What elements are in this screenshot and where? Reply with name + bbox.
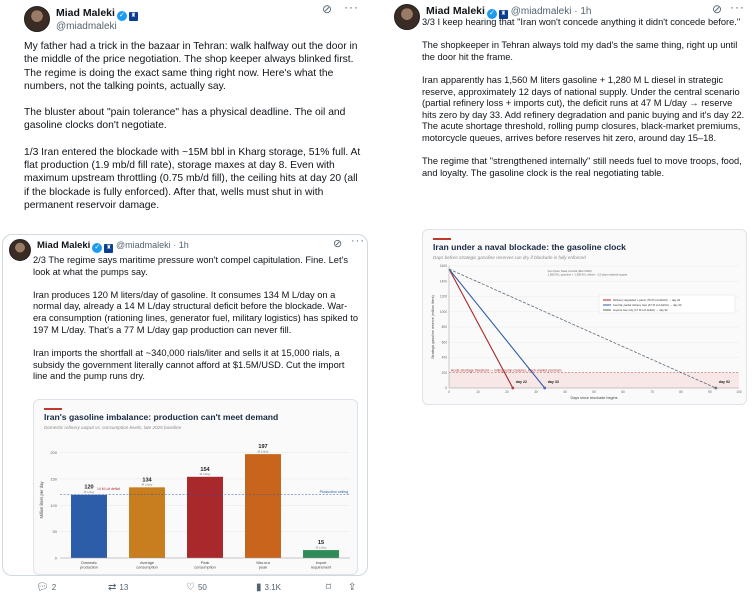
y-tick-label: 0	[445, 386, 447, 391]
x-tick-label: 30	[534, 390, 538, 394]
y-tick-label: 50	[52, 529, 57, 535]
grok-icon[interactable]: ⊘	[712, 2, 723, 16]
y-tick-label: 1600	[439, 264, 447, 269]
bar	[187, 477, 223, 558]
bar	[71, 495, 107, 558]
repost-count: 13	[119, 583, 129, 592]
annotation-label: Iran Open State Central (Mar 2026):	[547, 269, 593, 274]
x-tick-label: 20	[505, 390, 509, 394]
verified-badge-icon: ✓	[117, 11, 127, 21]
avatar[interactable]	[9, 239, 31, 261]
x-tick-label: War-era	[256, 561, 270, 565]
bar-chart	[34, 400, 358, 575]
y-tick-label: 1400	[439, 279, 447, 284]
author-handle[interactable]: @miadmaleki	[510, 6, 572, 17]
affiliation-badge-icon: ♜	[130, 13, 137, 19]
quote-text	[33, 255, 359, 394]
reference-line-label: Production ceiling	[319, 490, 348, 495]
reply-button[interactable]	[36, 582, 56, 593]
repost-button[interactable]	[108, 582, 128, 593]
y-axis-label: Million liters per day	[39, 481, 44, 519]
bookmark-button[interactable]	[326, 582, 331, 593]
tweet-actions	[36, 582, 366, 596]
affiliation-badge-icon: ♜	[106, 245, 112, 251]
author-name[interactable]: Miad Maleki	[426, 5, 485, 17]
tweet-paragraph: The bluster about "pain tolerance" has a physical deadline. The oil and gasoline clocks don't negotiate.	[24, 107, 346, 132]
tweet-paragraph: My father had a trick in the bazaar in Tehran: walk halfway out the door in the middle of the price negotiation. The shop keeper always blinked first. The regime is doing the exact same thing right now. Here's what the numbers, not the talking points, actually say.	[24, 41, 358, 92]
avatar[interactable]	[394, 4, 420, 30]
x-tick-label: 50	[592, 390, 596, 394]
y-axis-label: Strategic gasoline reserve (million liters)	[431, 295, 435, 359]
deficit-label: 14 M L/d deficit	[97, 487, 120, 492]
post-time[interactable]: · 1h	[173, 240, 189, 250]
x-tick-label: 0	[448, 390, 450, 394]
tweet-paragraph: 3/3 I keep hearing that "Iran won't concede anything it didn't concede before."	[422, 17, 741, 27]
x-tick-label: requirement	[310, 565, 332, 570]
share-button[interactable]	[348, 582, 356, 593]
annotation-label: 1,560 M L gasoline + 1,280 M L diesel, ~12 days national supply	[547, 272, 628, 277]
legend-label: Imports lost only (17 M L/d deficit) → day 92	[613, 308, 668, 313]
series-end-label: day 22	[515, 380, 528, 384]
quote-paragraph: Iran imports the shortfall at ~340,000 rials/liter and sells it at 15,000 rials, a subsidy the government literally cannot afford at $1.5M/USD. Cut the import line and the pump runs dry.	[33, 347, 345, 382]
y-tick-label: 800	[441, 325, 447, 330]
x-tick-label: consumption	[136, 565, 158, 570]
chart-subtitle: Domestic refinery output vs. consumption levels, late 2025 baseline	[44, 425, 182, 430]
author-name[interactable]: Miad Maleki	[56, 7, 115, 19]
x-tick-label: peak	[258, 565, 268, 570]
bar-chart-image[interactable]	[33, 399, 358, 575]
verified-badge-icon: ✓	[92, 243, 102, 253]
x-tick-label: 60	[621, 390, 625, 394]
view-count: 3.1K	[264, 583, 281, 592]
x-tick-label: 80	[679, 390, 683, 394]
quote-paragraph: 2/3 The regime says maritime pressure won't compel capitulation. Fine. Let's look at what the pumps say.	[33, 255, 348, 277]
bar-unit-label: M L/day	[141, 482, 153, 487]
y-tick-label: 100	[50, 502, 57, 508]
bar	[129, 487, 165, 558]
series-end-label: day 92	[718, 380, 731, 384]
legend-label: Refinery degraded + panic (70 M L/d deficit) → day 22	[613, 298, 681, 303]
author-handle[interactable]: @miadmaleki	[56, 21, 117, 32]
threshold-label: Acute shortage threshold — rolling pump closures, black-market premium	[451, 368, 562, 373]
affiliation-badge-icon: ♜	[500, 11, 507, 17]
bar-value-label: 15	[317, 540, 325, 547]
bar	[303, 550, 339, 558]
x-tick-label: Domestic	[81, 561, 97, 565]
views-button[interactable]	[256, 582, 281, 593]
y-tick-label: 1000	[439, 309, 447, 314]
share-icon: ⇪	[348, 582, 357, 593]
threshold-band	[449, 373, 739, 388]
chart-subtitle: Days before strategic gasoline reserves run dry if blockade is fully enforced	[433, 255, 586, 260]
tweet-text	[422, 17, 746, 191]
grok-icon[interactable]: ⊘	[322, 2, 333, 16]
line-chart-image[interactable]	[422, 229, 747, 405]
bar-value-label: 134	[142, 477, 152, 484]
quote-paragraph: Iran produces 120 M liters/day of gasoline. It consumes 134 M L/day on a normal day, already a 14 M L/day structural deficit before the blockade. War-era consumption (rationing lines, generator fuel, military logistics) has spiked to 197 M L/day. That's a 77 M L/day gap production can never fill.	[33, 289, 359, 335]
verified-badge-icon: ✓	[487, 9, 497, 19]
bookmark-icon: ⌑	[326, 582, 332, 593]
chart-title: Iran under a naval blockade: the gasoline clock	[433, 242, 626, 252]
tweet-text	[24, 40, 364, 225]
author-handle[interactable]: @miadmaleki	[115, 240, 171, 250]
bar-value-label: 197	[258, 444, 268, 451]
y-tick-label: 150	[50, 476, 57, 482]
y-tick-label: 200	[441, 370, 447, 375]
views-icon: ▮	[256, 582, 262, 593]
heart-icon: ♡	[186, 582, 195, 593]
x-tick-label: Average	[139, 561, 155, 565]
legend-label: Central: partial refinery loss (47 M L/d deficit) → day 33	[613, 303, 682, 308]
reply-count: 2	[51, 583, 57, 592]
like-count: 50	[197, 583, 207, 592]
tweet-paragraph: Iran apparently has 1,560 M liters gasoline + 1,280 M L diesel in strategic reserve, approximately 12 days of national supply. Under the central scenario (partial refinery loss + imports cut), the deficit runs at 47 M L/day → reserve hits zero by day 33. Add refinery degradation and panic buying and it's day 22. The acute shortage threshold, rolling pump closures, black-market premiums, motorcycle queues, arrives before reserves hit zero, around day 15–18.	[422, 74, 745, 143]
y-tick-label: 200	[50, 450, 57, 456]
bar-unit-label: M L/day	[257, 449, 269, 454]
bar-unit-label: M L/day	[315, 545, 327, 550]
y-tick-label: 400	[441, 355, 447, 360]
x-tick-label: consumption	[194, 565, 216, 570]
x-tick-label: production	[80, 565, 98, 570]
bar-value-label: 120	[84, 484, 94, 491]
y-tick-label: 0	[54, 555, 57, 561]
x-tick-label: Import	[315, 561, 327, 565]
line-chart	[423, 230, 747, 405]
x-tick-label: 100	[736, 390, 742, 394]
repost-icon: ⇄	[108, 582, 117, 593]
like-button[interactable]	[186, 582, 207, 593]
tweet-paragraph: The shopkeeper in Tehran always told my dad's the same thing, right up until the door hit the frame.	[422, 40, 738, 62]
x-tick-label: 10	[476, 390, 480, 394]
avatar[interactable]	[24, 6, 50, 32]
chart-title: Iran's gasoline imbalance: production can't meet demand	[44, 412, 279, 422]
grok-icon[interactable]: ⊘	[333, 238, 343, 250]
bar-unit-label: M L/day	[199, 472, 211, 477]
x-tick-label: Peak	[200, 561, 210, 565]
post-time[interactable]: · 1h	[574, 6, 592, 17]
tweet-paragraph: 1/3 Iran entered the blockade with ~15M bbl in Kharg storage, 51% full. At flat production (1.9 mb/d fill rate), storage maxes at day 8. Even with maximum upstream throttling (0.75 mb/d fill), the ceiling hits at day 20 (all if the blockade is fully enforced). After that, wells must shut in with permanent reservoir damage.	[24, 146, 361, 211]
bar-unit-label: M L/day	[83, 490, 95, 495]
more-options-icon[interactable]: ···	[351, 235, 365, 247]
x-tick-label: 70	[650, 390, 654, 394]
y-tick-label: 600	[441, 340, 447, 345]
reply-icon: 💬︎	[36, 582, 49, 593]
bar-value-label: 154	[200, 466, 210, 473]
series-end-label: day 33	[547, 380, 559, 384]
more-options-icon[interactable]: ···	[730, 0, 745, 14]
x-tick-label: 90	[708, 390, 712, 394]
tweet-header	[24, 6, 138, 33]
tweet-paragraph: The regime that "strengthened internally" still needs fuel to move troops, food, and loyalty. The gasoline clock is the real negotiating table.	[422, 156, 742, 178]
bar	[245, 454, 281, 558]
x-tick-label: 40	[563, 390, 567, 394]
y-tick-label: 1200	[439, 294, 447, 299]
x-axis-label: Days since blockade begins	[570, 396, 618, 400]
author-name[interactable]: Miad Maleki	[37, 240, 91, 251]
more-options-icon[interactable]: ···	[344, 0, 359, 14]
